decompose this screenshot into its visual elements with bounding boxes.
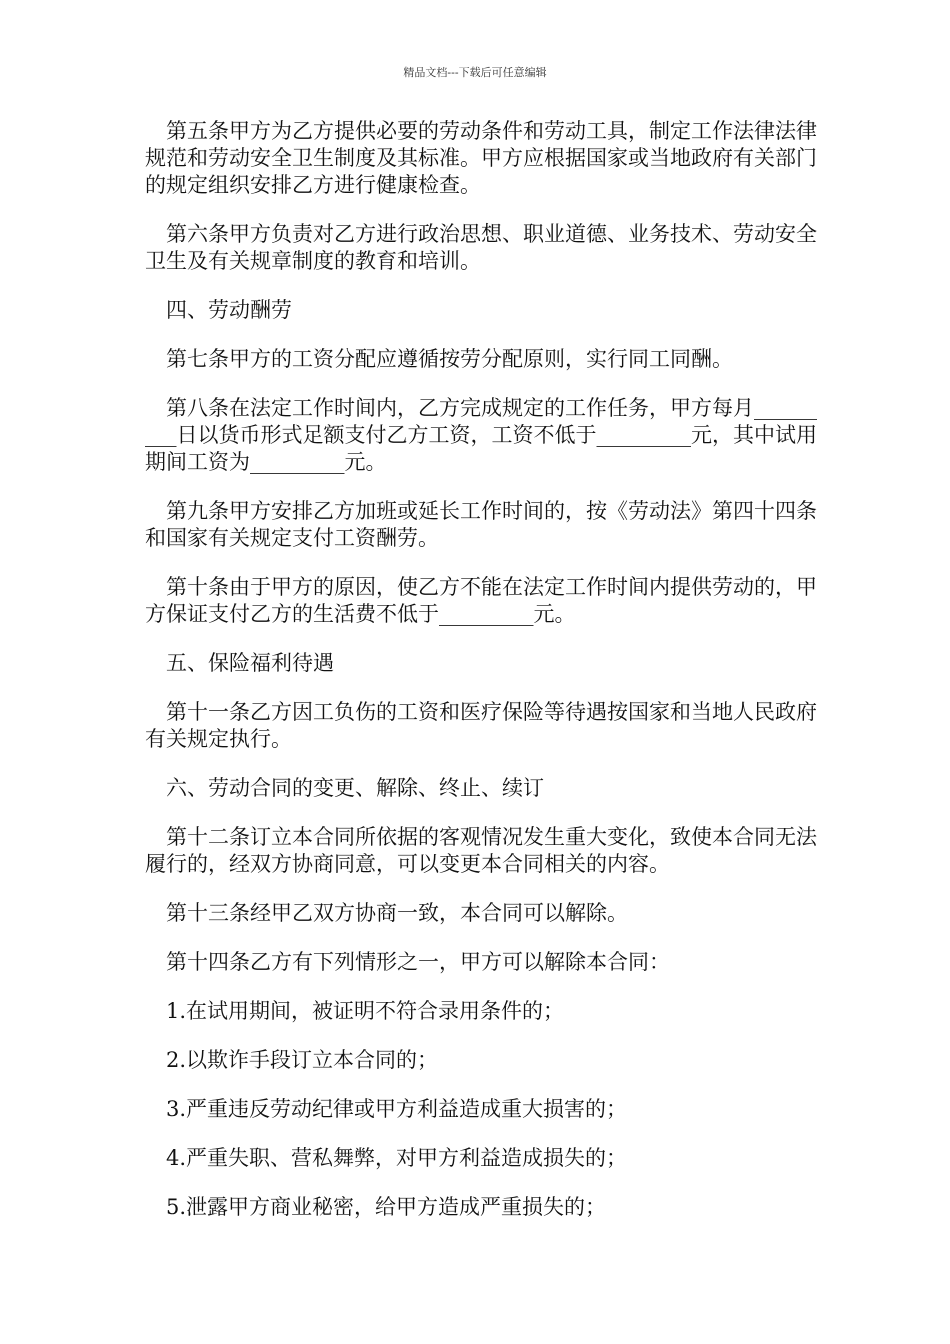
article-8-paragraph: 第八条在法定工作时间内，乙方完成规定的工作任务，甲方每月_________日以货币形式足额支付乙方工资，工资不低于_________元，其中试用期间工资为_________元。 xyxy=(145,396,817,474)
article-11-paragraph: 第十一条乙方因工负伤的工资和医疗保险等待遇按国家和当地人民政府有关规定执行。 xyxy=(145,700,817,751)
section-5-heading: 五、保险福利待遇 xyxy=(166,651,334,675)
article-6-paragraph: 第六条甲方负责对乙方进行政治思想、职业道德、业务技术、劳动安全卫生及有关规章制度的教育和培训。 xyxy=(145,222,817,273)
article-14-paragraph: 第十四条乙方有下列情形之一，甲方可以解除本合同： xyxy=(166,950,670,974)
list-item-4: 4.严重失职、营私舞弊，对甲方利益造成损失的； xyxy=(166,1146,628,1170)
list-item-5: 5.泄露甲方商业秘密，给甲方造成严重损失的； xyxy=(166,1195,607,1219)
article-9-paragraph: 第九条甲方安排乙方加班或延长工作时间的，按《劳动法》第四十四条和国家有关规定支付工资酬劳。 xyxy=(145,499,817,550)
document-body xyxy=(145,118,820,1243)
page-header: 精品文档---下载后可任意编辑 xyxy=(403,66,547,79)
article-7-paragraph: 第七条甲方的工资分配应遵循按劳分配原则，实行同工同酬。 xyxy=(166,347,733,371)
list-item-2: 2.以欺诈手段订立本合同的； xyxy=(166,1048,439,1072)
list-item-1: 1.在试用期间，被证明不符合录用条件的； xyxy=(166,999,565,1023)
article-13-paragraph: 第十三条经甲乙双方协商一致，本合同可以解除。 xyxy=(166,901,628,925)
article-5-paragraph: 第五条甲方为乙方提供必要的劳动条件和劳动工具，制定工作法律法律规范和劳动安全卫生制度及其标准。甲方应根据国家或当地政府有关部门的规定组织安排乙方进行健康检查。 xyxy=(145,119,817,197)
article-10-paragraph: 第十条由于甲方的原因，使乙方不能在法定工作时间内提供劳动的，甲方保证支付乙方的生活费不低于_________元。 xyxy=(145,575,817,626)
section-4-heading: 四、劳动酬劳 xyxy=(166,298,292,322)
section-6-heading: 六、劳动合同的变更、解除、终止、续订 xyxy=(166,776,544,800)
list-item-3: 3.严重违反劳动纪律或甲方利益造成重大损害的； xyxy=(166,1097,628,1121)
article-12-paragraph: 第十二条订立本合同所依据的客观情况发生重大变化，致使本合同无法履行的，经双方协商同意，可以变更本合同相关的内容。 xyxy=(145,825,817,876)
